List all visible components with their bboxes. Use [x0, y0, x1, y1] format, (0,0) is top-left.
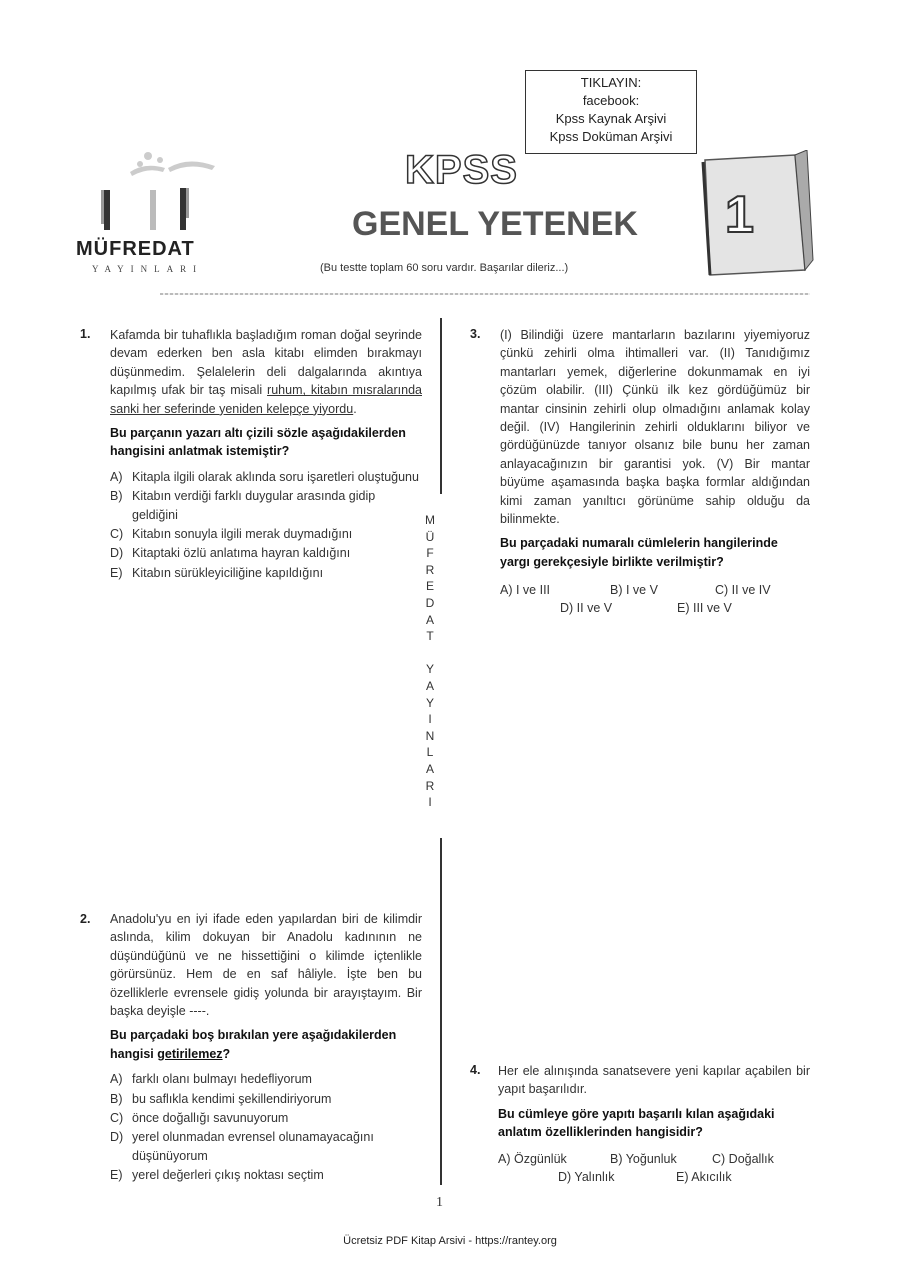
q3-option-b[interactable]: B) I ve V [610, 583, 658, 598]
q3-option-e[interactable]: E) III ve V [677, 601, 732, 616]
facebook-ad-box[interactable] [525, 70, 697, 154]
question-3-ask: Bu parçadaki numaralı cümlelerin hangilerinde yargı gerekçesiyle birlikte verilmiştir? [500, 536, 778, 569]
test-number: 1 [725, 186, 754, 244]
question-2-number: 2. [80, 912, 91, 926]
header-divider [160, 293, 810, 295]
question-3-number: 3. [470, 327, 481, 341]
question-4-ask: Bu cümleye göre yapıtı başarılı kılan aşağıdaki anlatım özelliklerinden hangisidir? [498, 1106, 775, 1140]
q1-option-e[interactable]: E) Kitabın sürükleyiciliğine kapıldığını [110, 565, 324, 580]
q4-option-c[interactable]: C) Doğallık [712, 1151, 774, 1166]
ad-line-3: Kpss Kaynak Arşivi [555, 111, 667, 126]
vertical-publisher-text: M Ü F R E D A T Y A Y I N L A R I [425, 513, 435, 810]
footer-text[interactable]: Ücretsiz PDF Kitap Arsivi - https://rantey.org [343, 1235, 557, 1247]
q1-option-b[interactable]: B) Kitabın verdiği farklı duygular arasında gidip geldiğini [110, 489, 376, 522]
kpss-heading: KPSS [405, 148, 518, 192]
question-2 [110, 910, 422, 1185]
q4-option-a[interactable]: A) Özgünlük [498, 1151, 567, 1166]
question-3 [500, 326, 810, 621]
q2-option-d[interactable]: D) yerel olunmadan evrensel olunamayacağını düşünüyorum [110, 1130, 374, 1163]
q2-option-c[interactable]: C) önce doğallığı savunuyorum [110, 1111, 289, 1126]
column-divider-bottom [440, 838, 442, 1185]
column-divider-top [440, 318, 442, 494]
ad-line-2: facebook: [582, 93, 640, 108]
q2-option-a[interactable]: A) farklı olanı bulmayı hedefliyorum [110, 1072, 312, 1087]
question-1-ask: Bu parçanın yazarı altı çizili sözle aşağıdakilerden hangisini anlatmak istemiştir? [110, 426, 406, 459]
ad-line-4: Kpss Doküman Arşivi [549, 129, 673, 144]
q2-option-e[interactable]: E) yerel değerleri çıkış noktası seçtim [110, 1168, 324, 1183]
ad-line-1: TIKLAYIN: [580, 75, 642, 90]
q3-option-c[interactable]: C) II ve IV [715, 583, 771, 598]
question-2-text: Anadolu'yu en iyi ifade eden yapılardan biri de kilimdir aslında, kilim dokuyan bir Anadolu kadınının ne düşündüğünü ve ne hissettiğini o kilimde içtenlikle görürsünüz. Hem de en saf hâliyle. İşte ben bu özelliklerle evrensele gidiş yolunda bir arayıştayım. Bir başka deyişle ----. [110, 912, 422, 1019]
page-title: GENEL YETENEK [352, 205, 638, 243]
logo-subtitle: YAYINLARI [92, 264, 204, 274]
q1-option-d[interactable]: D) Kitaptaki özlü anlatıma hayran kaldığını [110, 546, 351, 561]
q1-option-a[interactable]: A) Kitapla ilgili olarak aklında soru işaretleri oluştuğunu [110, 469, 419, 484]
question-4 [498, 1062, 810, 1190]
question-3-text: (I) Bilindiği üzere mantarların bazılarını yiyemiyoruz çünkü zehirli olma ihtimalleri var. (II) Tanıdığımız mantarları yemek, diğerlerine dokunmamak en iyi çözüm olabilir. (III) Çünkü ilk kez gördüğümüz bir mantar cinsinin zehirli olup olmadığını anlamak kolay değil. (IV) Hangilerinin zehirli olduklarını biliyor ve gördüğünüzde tanıyor olsanız bile bunu her zaman anlayacağınızın bir garantisi yok. (V) Bir mantar büyüme aşamasında başka başka formlar aldığından kimi zaman yanıltıcı görünüme sahip olduğu da bilinmekte. [500, 328, 810, 527]
q2-option-b[interactable]: B) bu saflıkla kendimi şekillendiriyorum [110, 1091, 332, 1106]
test-subtitle: (Bu testte toplam 60 soru vardır. Başarılar dileriz...) [320, 262, 569, 274]
q4-option-e[interactable]: E) Akıcılık [676, 1169, 732, 1184]
question-1-text: Kafamda bir tuhaflıkla başladığım roman doğal seyrinde devam ederken ben asla kitabı elimden bırakmayı düşünmedim. Şelalelerin deli dalgalarında akıntıya kapılmış ufak bir taş misali ruhum, kitabın mısralarında sanki her seferinde yeniden kelepçe yiyordu. [110, 328, 422, 416]
page-number: 1 [436, 1195, 443, 1210]
q3-option-a[interactable]: A) I ve III [500, 583, 551, 598]
q4-option-d[interactable]: D) Yalınlık [558, 1169, 615, 1184]
test-number-badge-icon [695, 150, 815, 290]
q1-option-c[interactable]: C) Kitabın sonuyla ilgili merak duymadığını [110, 527, 353, 542]
question-1-number: 1. [80, 327, 91, 341]
question-2-ask: Bu parçadaki boş bırakılan yere aşağıdakilerden hangisi getirilemez? [110, 1028, 397, 1061]
question-4-number: 4. [470, 1063, 481, 1077]
q3-option-d[interactable]: D) II ve V [560, 601, 613, 616]
question-4-text: Her ele alınışında sanatsevere yeni kapılar açabilen bir yapıt başarılıdır. [498, 1064, 810, 1097]
q4-option-b[interactable]: B) Yoğunluk [610, 1151, 677, 1166]
question-1 [110, 326, 422, 582]
logo-name: MÜFREDAT [76, 238, 195, 260]
